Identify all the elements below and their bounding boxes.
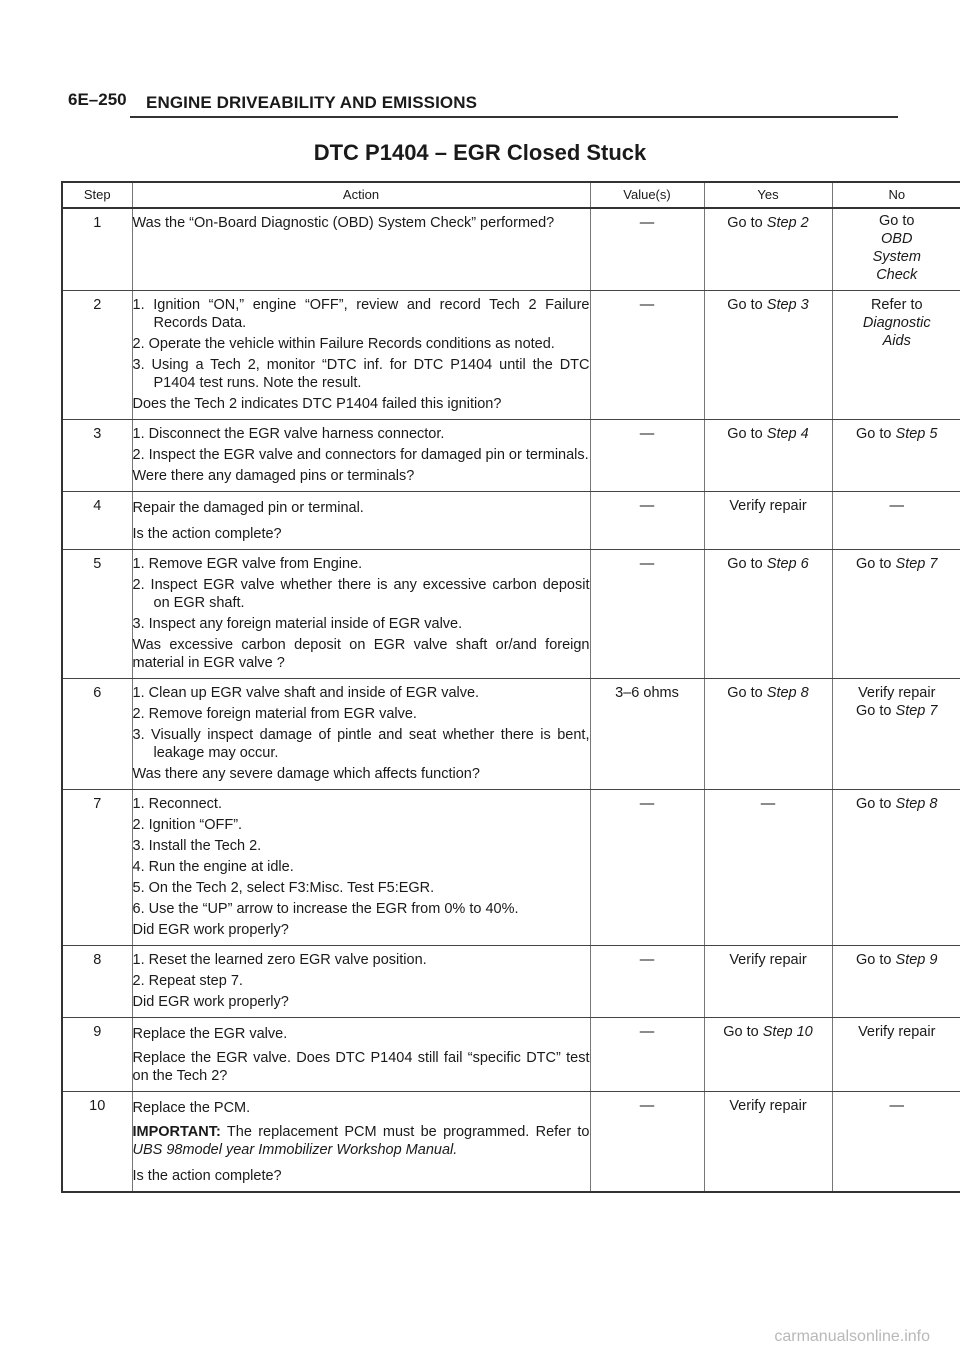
step-number: 9 <box>62 1018 132 1092</box>
yes-cell <box>704 679 832 790</box>
value-cell: 3–6 ohms <box>590 679 704 790</box>
step-number: 1 <box>62 208 132 291</box>
value-cell: — <box>590 492 704 550</box>
yes-step-link[interactable]: Step 2 <box>766 215 809 231</box>
yes-cell: Verify repair <box>704 492 832 550</box>
action-item: 2. Operate the vehicle within Failure Records conditions as noted. <box>132 336 555 352</box>
yes-prefix: Go to <box>727 426 763 442</box>
yes-step-link[interactable]: Step 8 <box>766 685 809 701</box>
table-row <box>62 291 960 420</box>
value-cell: — <box>590 550 704 679</box>
no-cell <box>832 420 960 492</box>
table-row <box>62 790 960 946</box>
action-question: Is the action complete? <box>132 526 282 542</box>
action-question: Was excessive carbon deposit on EGR valve shaft or/and foreign material in EGR valve ? <box>132 637 590 671</box>
diagnostic-table <box>61 181 960 1193</box>
no-prefix: Go to <box>856 952 892 968</box>
action-item: 2. Remove foreign material from EGR valve. <box>132 706 417 722</box>
no-step-link[interactable]: Step 7 <box>895 703 938 719</box>
column-header-yes: Yes <box>704 182 832 208</box>
column-header-step: Step <box>62 182 132 208</box>
action-item: 1. Reset the learned zero EGR valve position. <box>132 952 427 968</box>
step-number: 10 <box>62 1092 132 1193</box>
action-item: 1. Reconnect. <box>132 796 222 812</box>
no-prefix: Go to <box>856 703 892 719</box>
no-verify-text: Verify repair <box>858 685 936 701</box>
yes-prefix: Go to <box>727 685 763 701</box>
action-item: 1. Remove EGR valve from Engine. <box>132 556 363 572</box>
no-prefix: Go to <box>856 556 892 572</box>
table-row <box>62 946 960 1018</box>
yes-cell: — <box>704 790 832 946</box>
yes-step-link[interactable]: Step 3 <box>766 297 809 313</box>
action-question: Replace the EGR valve. Does DTC P1404 still fail “specific DTC” test on the Tech 2? <box>132 1050 590 1084</box>
watermark: carmanualsonline.info <box>774 1328 930 1345</box>
table-header-row <box>62 182 960 208</box>
action-item: 4. Run the engine at idle. <box>132 859 294 875</box>
step-number: 5 <box>62 550 132 679</box>
step-number: 6 <box>62 679 132 790</box>
action-item: 6. Use the “UP” arrow to increase the EGR from 0% to 40%. <box>132 901 519 917</box>
no-step-link[interactable]: Step 8 <box>895 796 938 812</box>
action-item: 3. Inspect any foreign material inside of EGR valve. <box>132 616 463 632</box>
yes-prefix: Go to <box>723 1024 759 1040</box>
page-number: 6E–250 <box>68 90 127 109</box>
action-item: 2. Repeat step 7. <box>132 973 243 989</box>
step-number: 7 <box>62 790 132 946</box>
table-row <box>62 679 960 790</box>
action-item: 1. Ignition “ON,” engine “OFF”, review and record Tech 2 Failure Records Data. <box>132 297 590 331</box>
table-row <box>62 550 960 679</box>
table-row <box>62 1092 960 1193</box>
important-note <box>133 1123 590 1159</box>
no-step-link[interactable]: Step 5 <box>895 426 938 442</box>
action-item: 2. Inspect EGR valve whether there is any excessive carbon deposit on EGR shaft. <box>132 577 590 611</box>
action-item: 2. Ignition “OFF”. <box>132 817 243 833</box>
no-cell: — <box>832 1092 960 1193</box>
step-number: 8 <box>62 946 132 1018</box>
column-header-no: No <box>832 182 960 208</box>
column-header-action: Action <box>132 182 590 208</box>
important-text: The replacement PCM must be programmed. Refer to <box>226 1124 590 1140</box>
section-title: ENGINE DRIVEABILITY AND EMISSIONS <box>146 93 478 112</box>
no-prefix: Go to <box>856 426 892 442</box>
action-cell <box>132 208 590 291</box>
no-step-link[interactable]: Step 9 <box>895 952 938 968</box>
action-question: Did EGR work properly? <box>132 922 289 938</box>
no-cell <box>832 550 960 679</box>
action-question: Was the “On-Board Diagnostic (OBD) System Check” performed? <box>132 215 555 231</box>
action-line: Replace the EGR valve. <box>132 1026 288 1042</box>
table-row <box>62 420 960 492</box>
no-prefix: Refer to <box>870 297 923 313</box>
action-cell <box>132 1092 590 1193</box>
action-question: Did EGR work properly? <box>132 994 289 1010</box>
no-ref-link[interactable]: OBD System Check <box>872 231 921 283</box>
action-item: 3. Visually inspect damage of pintle and seat whether there is bent, leakage may occur. <box>132 727 590 761</box>
action-item: 5. On the Tech 2, select F3:Misc. Test F5:EGR. <box>132 880 435 896</box>
document-title: DTC P1404 – EGR Closed Stuck <box>313 140 647 165</box>
action-line: Replace the PCM. <box>132 1100 251 1116</box>
action-item: 3. Using a Tech 2, monitor “DTC inf. for DTC P1404 until the DTC P1404 test runs. Note the result. <box>132 357 590 391</box>
yes-cell <box>704 550 832 679</box>
action-cell <box>132 946 590 1018</box>
action-cell <box>132 492 590 550</box>
no-cell <box>832 291 960 420</box>
value-cell: — <box>590 1018 704 1092</box>
header-rule <box>130 116 898 118</box>
manual-reference: UBS 98model year Immobilizer Workshop Manual. <box>132 1142 458 1158</box>
no-prefix: Go to <box>856 796 892 812</box>
value-cell: — <box>590 420 704 492</box>
yes-cell <box>704 291 832 420</box>
action-cell <box>132 550 590 679</box>
value-cell: — <box>590 291 704 420</box>
no-cell <box>832 208 960 291</box>
value-cell: — <box>590 790 704 946</box>
yes-prefix: Go to <box>727 297 763 313</box>
no-cell <box>832 946 960 1018</box>
no-prefix: Go to <box>879 213 915 229</box>
yes-cell: Verify repair <box>704 946 832 1018</box>
action-question: Were there any damaged pins or terminals? <box>132 468 415 484</box>
action-question: Does the Tech 2 indicates DTC P1404 failed this ignition? <box>132 396 502 412</box>
action-line: Repair the damaged pin or terminal. <box>132 500 364 516</box>
action-item: 1. Disconnect the EGR valve harness connector. <box>132 426 445 442</box>
yes-prefix: Go to <box>727 215 763 231</box>
table-row <box>62 492 960 550</box>
yes-cell <box>704 1018 832 1092</box>
yes-step-link[interactable]: Step 4 <box>766 426 809 442</box>
important-label: IMPORTANT: <box>132 1124 221 1140</box>
action-item: 1. Clean up EGR valve shaft and inside of EGR valve. <box>132 685 480 701</box>
yes-step-link[interactable]: Step 10 <box>762 1024 813 1040</box>
action-question: Was there any severe damage which affects function? <box>132 766 480 782</box>
action-cell <box>132 679 590 790</box>
yes-step-link[interactable]: Step 6 <box>766 556 809 572</box>
yes-prefix: Go to <box>727 556 763 572</box>
action-question: Is the action complete? <box>132 1168 282 1184</box>
column-header-values: Value(s) <box>590 182 704 208</box>
value-cell: — <box>590 946 704 1018</box>
yes-cell: Verify repair <box>704 1092 832 1193</box>
step-number: 3 <box>62 420 132 492</box>
action-item: 2. Inspect the EGR valve and connectors for damaged pin or terminals. <box>132 447 589 463</box>
yes-cell <box>704 208 832 291</box>
no-cell: — <box>832 492 960 550</box>
table-row <box>62 1018 960 1092</box>
yes-cell <box>704 420 832 492</box>
value-cell: — <box>590 208 704 291</box>
action-cell <box>132 291 590 420</box>
no-cell <box>832 679 960 790</box>
no-cell <box>832 790 960 946</box>
action-item: 3. Install the Tech 2. <box>132 838 262 854</box>
no-ref-link[interactable]: Diagnostic Aids <box>862 315 931 349</box>
no-step-link[interactable]: Step 7 <box>895 556 938 572</box>
action-cell <box>132 420 590 492</box>
action-cell <box>132 1018 590 1092</box>
step-number: 4 <box>62 492 132 550</box>
value-cell: — <box>590 1092 704 1193</box>
step-number: 2 <box>62 291 132 420</box>
no-cell: Verify repair <box>832 1018 960 1092</box>
action-cell <box>132 790 590 946</box>
table-row <box>62 208 960 291</box>
